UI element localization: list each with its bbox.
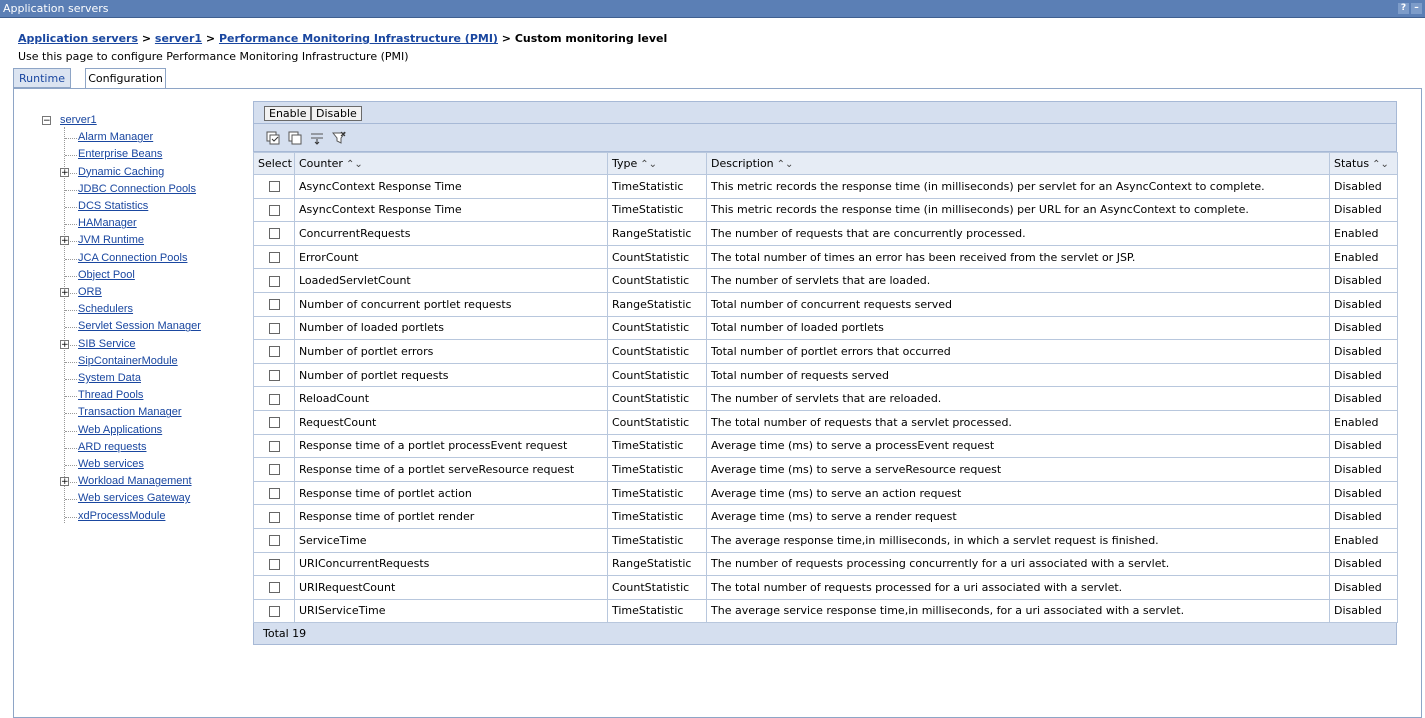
minimize-icon[interactable]: – <box>1411 3 1422 14</box>
description-cell: Average time (ms) to serve a processEvent request <box>707 434 1330 458</box>
description-cell: The average response time,in milliseconds, in which a servlet request is finished. <box>707 528 1330 552</box>
tree-node-thread-pools-link[interactable]: Thread Pools <box>78 389 144 402</box>
tree-node-alarm-manager <box>78 130 153 143</box>
table-row <box>254 292 1398 316</box>
type-cell: TimeStatistic <box>608 434 707 458</box>
help-icon[interactable]: ? <box>1398 3 1409 14</box>
table-row <box>254 387 1398 411</box>
row-select-checkbox[interactable] <box>254 434 295 458</box>
table-row <box>254 576 1398 600</box>
description-cell: Total number of portlet errors that occurred <box>707 340 1330 364</box>
description-cell: The total number of requests processed for a uri associated with a servlet. <box>707 576 1330 600</box>
tree-node-object-pool-link[interactable]: Object Pool <box>78 268 135 281</box>
status-cell: Disabled <box>1330 505 1398 529</box>
table-row <box>254 175 1398 199</box>
counter-cell: Number of portlet requests <box>295 363 608 387</box>
type-cell: CountStatistic <box>608 363 707 387</box>
description-cell: The average service response time,in milliseconds, for a uri associated with a servlet. <box>707 599 1330 623</box>
counter-cell: ConcurrentRequests <box>295 222 608 246</box>
sort-icon[interactable]: ⌃⌄ <box>640 159 658 170</box>
expand-icon[interactable]: + <box>61 236 69 247</box>
disable-button[interactable]: Disable <box>311 106 362 121</box>
select-all-icon[interactable] <box>266 131 280 145</box>
row-select-checkbox[interactable] <box>254 316 295 340</box>
status-cell: Disabled <box>1330 198 1398 222</box>
tab-configuration[interactable]: Configuration <box>85 68 166 89</box>
tree-node-ard-requests-link[interactable]: ARD requests <box>78 440 147 453</box>
row-select-checkbox[interactable] <box>254 481 295 505</box>
tree-node-sib-service-link[interactable]: SIB Service <box>78 337 136 350</box>
tree-node-web-services-gateway <box>78 491 190 504</box>
selection-toolbar <box>253 124 1397 152</box>
counter-cell: ReloadCount <box>295 387 608 411</box>
type-cell: TimeStatistic <box>608 528 707 552</box>
tree-node-servlet-session-manager-link[interactable]: Servlet Session Manager <box>78 320 201 333</box>
row-select-checkbox[interactable] <box>254 269 295 293</box>
expand-icon[interactable]: + <box>61 288 69 298</box>
row-select-checkbox[interactable] <box>254 599 295 623</box>
type-cell: TimeStatistic <box>608 175 707 199</box>
counter-cell: ServiceTime <box>295 528 608 552</box>
table-row <box>254 505 1398 529</box>
tree-node-thread-pools <box>78 388 143 401</box>
sort-icon[interactable]: ⌃⌄ <box>1372 159 1389 170</box>
status-cell: Disabled <box>1330 340 1398 364</box>
tree-node-jdbc-connection-pools <box>78 182 196 195</box>
row-select-checkbox[interactable] <box>254 198 295 222</box>
column-counter[interactable]: Counter ⌃⌄ <box>295 153 608 175</box>
tree-node-web-applications-link[interactable]: Web Applications <box>78 423 163 436</box>
column-type[interactable]: Type ⌃⌄ <box>608 153 707 175</box>
window-title: Application servers <box>3 2 109 15</box>
tree-node-dynamic-caching <box>78 165 164 178</box>
description-cell: The number of requests that are concurrently processed. <box>707 222 1330 246</box>
enable-button[interactable]: Enable <box>264 106 311 121</box>
row-select-checkbox[interactable] <box>254 245 295 269</box>
deselect-all-icon[interactable] <box>288 131 302 145</box>
column-description[interactable]: Description ⌃⌄ <box>707 153 1330 175</box>
status-cell: Enabled <box>1330 245 1398 269</box>
row-select-checkbox[interactable] <box>254 222 295 246</box>
description-cell: Average time (ms) to serve a serveResource request <box>707 458 1330 482</box>
table-header-row <box>254 153 1398 175</box>
tree-node-object-pool <box>78 268 135 281</box>
table-row <box>254 198 1398 222</box>
tree-node-jca-connection-pools <box>78 251 187 264</box>
tree-node-jdbc-connection-pools-link[interactable]: JDBC Connection Pools <box>78 182 197 195</box>
table-row <box>254 245 1398 269</box>
expand-icon[interactable]: + <box>61 167 69 178</box>
counter-cell: AsyncContext Response Time <box>295 198 608 222</box>
description-cell: The number of requests processing concurrently for a uri associated with a servlet. <box>707 552 1330 576</box>
table-row <box>254 316 1398 340</box>
description-cell: Average time (ms) to serve a render request <box>707 505 1330 529</box>
tree-node-xdprocessmodule <box>78 509 165 522</box>
type-cell: CountStatistic <box>608 245 707 269</box>
row-select-checkbox[interactable] <box>254 458 295 482</box>
type-cell: TimeStatistic <box>608 198 707 222</box>
description-cell: This metric records the response time (in milliseconds) per URL for an AsyncContext to complete. <box>707 198 1330 222</box>
tree-node-ard-requests <box>78 440 146 453</box>
row-select-checkbox[interactable] <box>254 340 295 364</box>
tree-node-enterprise-beans <box>78 147 162 160</box>
tree-node-web-services-gateway-link[interactable]: Web services Gateway <box>78 492 191 505</box>
type-cell: CountStatistic <box>608 340 707 364</box>
type-cell: CountStatistic <box>608 576 707 600</box>
status-cell: Disabled <box>1330 552 1398 576</box>
counter-cell: LoadedServletCount <box>295 269 608 293</box>
status-cell: Disabled <box>1330 175 1398 199</box>
status-cell: Disabled <box>1330 458 1398 482</box>
page-description: Use this page to configure Performance Monitoring Infrastructure (PMI) <box>18 50 409 63</box>
counter-cell: URIRequestCount <box>295 576 608 600</box>
table-row <box>254 599 1398 623</box>
status-cell: Enabled <box>1330 222 1398 246</box>
table-row <box>254 363 1398 387</box>
table-row <box>254 340 1398 364</box>
status-cell: Disabled <box>1330 576 1398 600</box>
counter-cell: Number of concurrent portlet requests <box>295 292 608 316</box>
table-row <box>254 552 1398 576</box>
status-cell: Enabled <box>1330 410 1398 434</box>
description-cell: Total number of loaded portlets <box>707 316 1330 340</box>
expand-icon[interactable]: + <box>61 477 69 488</box>
type-cell: TimeStatistic <box>608 599 707 623</box>
breadcrumb-pmi[interactable]: Performance Monitoring Infrastructure (PMI) <box>218 32 498 45</box>
expand-filter-icon[interactable] <box>310 131 324 145</box>
tree-node-jca-connection-pools-link[interactable]: JCA Connection Pools <box>78 251 188 264</box>
table-row <box>254 481 1398 505</box>
type-cell: RangeStatistic <box>608 292 707 316</box>
tree-node-hamanager-link[interactable]: HAManager <box>78 217 137 230</box>
row-select-checkbox[interactable] <box>254 292 295 316</box>
action-bar <box>253 101 1397 124</box>
tree-node-schedulers-link[interactable]: Schedulers <box>78 303 134 316</box>
description-cell: Total number of concurrent requests served <box>707 292 1330 316</box>
status-cell: Disabled <box>1330 434 1398 458</box>
table-row <box>254 458 1398 482</box>
type-cell: CountStatistic <box>608 387 707 411</box>
tree-node-sib-service <box>78 337 135 350</box>
table-row <box>254 528 1398 552</box>
tree-node-web-services <box>78 457 144 470</box>
window-titlebar <box>0 0 1425 18</box>
tree-node-dynamic-caching-link[interactable]: Dynamic Caching <box>78 165 165 178</box>
breadcrumb: Application servers > server1 > Performance Monitoring Infrastructure (PMI) > Custom monitoring level <box>18 32 668 45</box>
tab-runtime[interactable]: Runtime <box>13 68 71 88</box>
tree-node-orb <box>78 285 102 298</box>
tree-node-system-data-link[interactable]: System Data <box>78 372 141 384</box>
counters-table <box>253 152 1398 623</box>
row-select-checkbox[interactable] <box>254 505 295 529</box>
tree-node-sipcontainermodule <box>78 354 178 367</box>
counter-cell: RequestCount <box>295 410 608 434</box>
row-select-checkbox[interactable] <box>254 576 295 600</box>
tree-node-sipcontainermodule-link[interactable]: SipContainerModule <box>78 354 178 367</box>
description-cell: The number of servlets that are reloaded. <box>707 387 1330 411</box>
row-select-checkbox[interactable] <box>254 528 295 552</box>
status-cell: Disabled <box>1330 387 1398 411</box>
status-cell: Disabled <box>1330 599 1398 623</box>
counter-cell: Response time of portlet render <box>295 505 608 529</box>
type-cell: RangeStatistic <box>608 552 707 576</box>
tree-node-jvm-runtime <box>78 233 144 246</box>
breadcrumb-current: Custom monitoring level <box>514 32 668 45</box>
status-cell: Disabled <box>1330 316 1398 340</box>
description-cell: Total number of requests served <box>707 363 1330 387</box>
status-cell: Disabled <box>1330 481 1398 505</box>
type-cell: TimeStatistic <box>608 505 707 529</box>
tree-node-servlet-session-manager <box>78 319 201 332</box>
tree-node-web-services-link[interactable]: Web services <box>78 458 144 470</box>
tree-node-dcs-statistics <box>78 199 148 212</box>
status-cell: Disabled <box>1330 292 1398 316</box>
tree-node-workload-management <box>78 474 192 487</box>
tree-node-orb-link[interactable]: ORB <box>78 286 102 298</box>
type-cell: TimeStatistic <box>608 458 707 482</box>
description-cell: This metric records the response time (in milliseconds) per servlet for an AsyncContext to complete. <box>707 175 1330 199</box>
table-row <box>254 222 1398 246</box>
description-cell: The number of servlets that are loaded. <box>707 269 1330 293</box>
row-select-checkbox[interactable] <box>254 363 295 387</box>
clear-filter-icon[interactable] <box>332 131 346 145</box>
table-row <box>254 410 1398 434</box>
table-row <box>254 269 1398 293</box>
tree-node-server1 <box>60 113 97 126</box>
table-total: Total 19 <box>253 623 1397 645</box>
row-select-checkbox[interactable] <box>254 387 295 411</box>
breadcrumb-server1[interactable]: server1 <box>154 32 203 45</box>
row-select-checkbox[interactable] <box>254 175 295 199</box>
row-select-checkbox[interactable] <box>254 552 295 576</box>
counter-cell: Response time of a portlet processEvent request <box>295 434 608 458</box>
counter-cell: Response time of portlet action <box>295 481 608 505</box>
column-status[interactable]: Status ⌃⌄ <box>1330 153 1398 175</box>
counter-cell: URIServiceTime <box>295 599 608 623</box>
counter-cell: Number of loaded portlets <box>295 316 608 340</box>
breadcrumb-application-servers[interactable]: Application servers <box>18 32 139 45</box>
tree-node-system-data <box>78 371 141 384</box>
tree-node-jvm-runtime-link[interactable]: JVM Runtime <box>78 234 145 247</box>
type-cell: CountStatistic <box>608 316 707 340</box>
tree-node-transaction-manager-link[interactable]: Transaction Manager <box>78 406 182 419</box>
status-cell: Enabled <box>1330 528 1398 552</box>
table-row <box>254 434 1398 458</box>
counter-cell: Number of portlet errors <box>295 340 608 364</box>
tree-node-enterprise-beans-link[interactable]: Enterprise Beans <box>78 148 163 161</box>
tree-node-workload-management-link[interactable]: Workload Management <box>78 475 192 488</box>
sort-icon[interactable]: ⌃⌄ <box>345 159 363 170</box>
status-cell: Disabled <box>1330 363 1398 387</box>
collapse-icon[interactable]: − <box>43 116 51 126</box>
row-select-checkbox[interactable] <box>254 410 295 434</box>
tree-node-schedulers <box>78 302 133 315</box>
tree-node-alarm-manager-link[interactable]: Alarm Manager <box>78 131 154 144</box>
tree-node-hamanager <box>78 216 137 229</box>
tree-node-transaction-manager <box>78 405 182 418</box>
type-cell: RangeStatistic <box>608 222 707 246</box>
sort-icon[interactable]: ⌃⌄ <box>776 159 794 170</box>
counter-cell: ErrorCount <box>295 245 608 269</box>
description-cell: Average time (ms) to serve an action request <box>707 481 1330 505</box>
tree-connector <box>64 127 66 523</box>
description-cell: The total number of times an error has been received from the servlet or JSP. <box>707 245 1330 269</box>
counters-grid <box>253 101 1397 645</box>
description-cell: The total number of requests that a servlet processed. <box>707 410 1330 434</box>
status-cell: Disabled <box>1330 269 1398 293</box>
counter-cell: Response time of a portlet serveResource request <box>295 458 608 482</box>
type-cell: TimeStatistic <box>608 481 707 505</box>
tree-node-server1-link[interactable]: server1 <box>60 114 97 126</box>
expand-icon[interactable]: + <box>61 339 69 350</box>
counter-cell: URIConcurrentRequests <box>295 552 608 576</box>
type-cell: CountStatistic <box>608 269 707 293</box>
tree-node-xdprocessmodule-link[interactable]: xdProcessModule <box>78 509 166 522</box>
tree-node-web-applications <box>78 423 162 436</box>
type-cell: CountStatistic <box>608 410 707 434</box>
column-select: Select <box>254 153 295 175</box>
tree-node-dcs-statistics-link[interactable]: DCS Statistics <box>78 200 149 212</box>
counter-cell: AsyncContext Response Time <box>295 175 608 199</box>
